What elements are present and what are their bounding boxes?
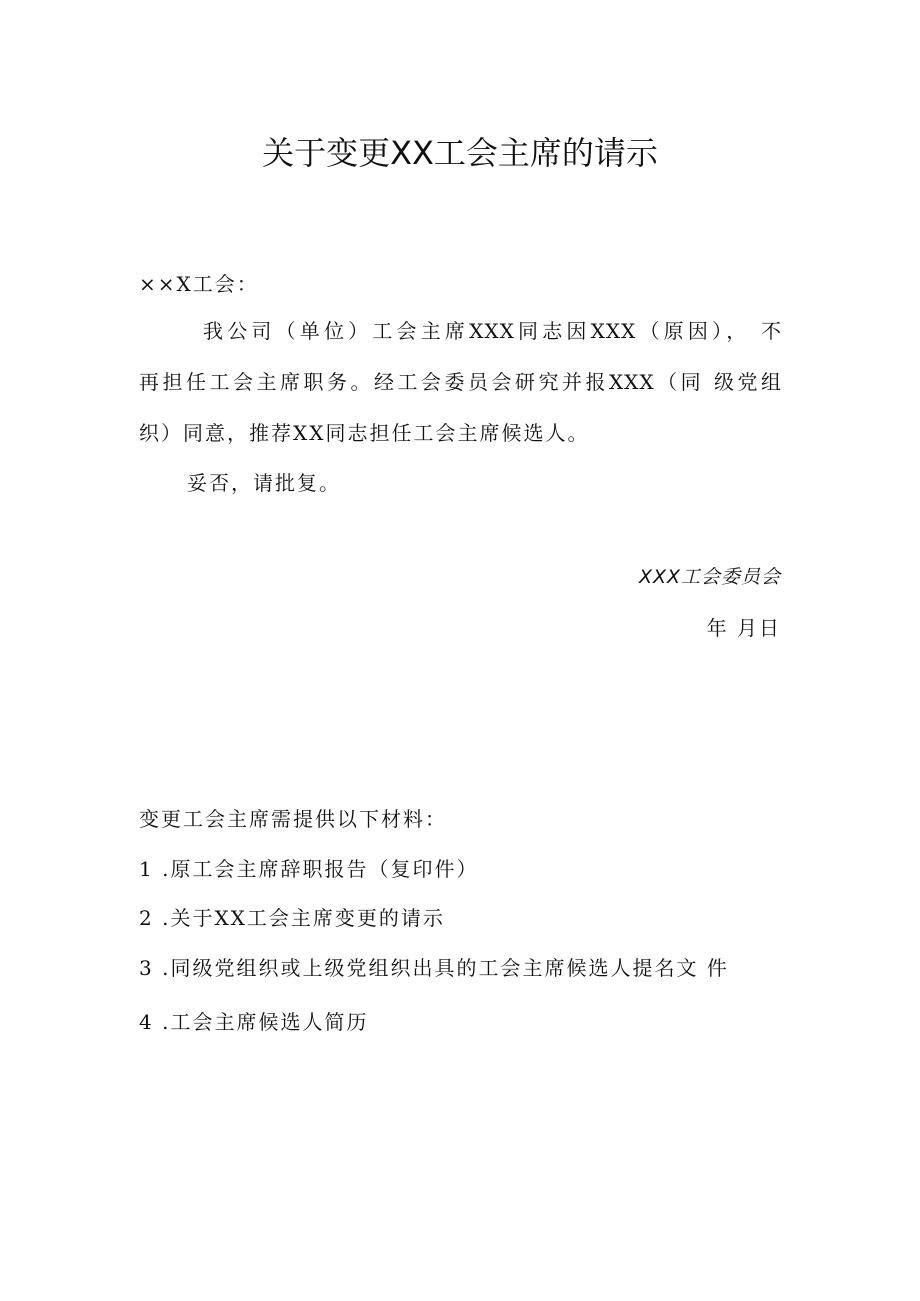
materials-item-1: 1 .原工会主席辞职报告（复印件）	[139, 857, 479, 881]
signature: XXX工会委员会	[638, 566, 781, 588]
materials-item-4: 4 .工会主席候选人简历	[139, 1010, 369, 1034]
materials-heading: 变更工会主席需提供以下材料：	[139, 807, 447, 831]
body-line-3: 织）同意，推荐XX同志担任工会主席候选人。	[139, 421, 590, 445]
salutation: ××X工会：	[139, 272, 259, 296]
document-title: 关于变更XX工会主席的请示	[262, 134, 658, 172]
materials-item-2: 2 .关于XX工会主席变更的请示	[139, 906, 445, 930]
materials-item-3: 3 .同级党组织或上级党组织出具的工会主席候选人提名文 件	[139, 956, 729, 980]
closing-line: 妥否，请批复。	[187, 471, 341, 495]
date-line: 年 月日	[706, 616, 781, 640]
body-line-2: 再担任工会主席职务。经工会委员会研究并报XXX（同 级党组	[139, 370, 782, 394]
body-line-1: 我公司（单位）工会主席XXX同志因XXX（原因）， 不	[203, 319, 782, 343]
